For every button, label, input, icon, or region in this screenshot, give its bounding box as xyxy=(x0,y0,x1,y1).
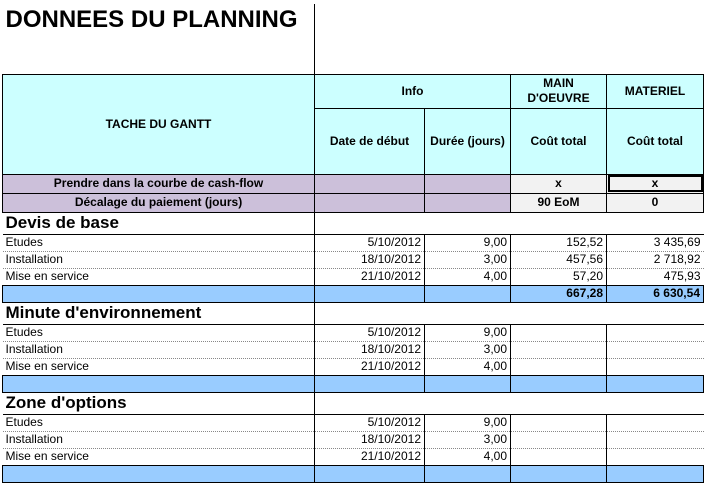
labour-cost-cell[interactable]: 152,52 xyxy=(511,234,607,251)
start-date-cell[interactable]: 5/10/2012 xyxy=(315,414,425,431)
task-name-cell[interactable]: Mise en service xyxy=(3,358,315,375)
payment-delay-start-cell xyxy=(315,193,425,212)
start-date-cell[interactable]: 5/10/2012 xyxy=(315,234,425,251)
start-date-cell[interactable]: 21/10/2012 xyxy=(315,358,425,375)
duration-cell[interactable]: 9,00 xyxy=(425,324,511,341)
material-cost-cell[interactable] xyxy=(607,414,704,431)
material-cost-cell[interactable] xyxy=(607,341,704,358)
section-total-row xyxy=(3,285,704,302)
material-header: MATERIEL xyxy=(607,74,704,108)
total-material-cell[interactable] xyxy=(607,465,704,482)
duration-header: Durée (jours) xyxy=(425,108,511,174)
section-title-filler xyxy=(315,302,704,324)
payment-delay-label: Décalage du paiement (jours) xyxy=(3,193,315,212)
material-total-cost-header: Coût total xyxy=(607,108,704,174)
planning-sheet xyxy=(2,4,704,483)
start-date-cell[interactable]: 5/10/2012 xyxy=(315,324,425,341)
cashflow-material-cell[interactable]: x xyxy=(607,174,704,193)
total-duration-cell xyxy=(425,465,511,482)
material-cost-cell[interactable] xyxy=(607,324,704,341)
task-row[interactable] xyxy=(3,268,704,285)
duration-cell[interactable]: 4,00 xyxy=(425,268,511,285)
duration-cell[interactable]: 3,00 xyxy=(425,251,511,268)
duration-cell[interactable]: 3,00 xyxy=(425,341,511,358)
section-title-filler xyxy=(315,212,704,234)
material-cost-cell[interactable]: 3 435,69 xyxy=(607,234,704,251)
start-date-cell[interactable]: 18/10/2012 xyxy=(315,341,425,358)
task-row[interactable] xyxy=(3,431,704,448)
start-date-header: Date de début xyxy=(315,108,425,174)
title-filler xyxy=(315,4,704,74)
task-row[interactable] xyxy=(3,251,704,268)
duration-cell[interactable]: 4,00 xyxy=(425,448,511,465)
task-row[interactable] xyxy=(3,414,704,431)
task-name-cell[interactable]: Installation xyxy=(3,251,315,268)
total-duration-cell xyxy=(425,285,511,302)
labour-cost-cell[interactable] xyxy=(511,358,607,375)
section-title: Devis de base xyxy=(3,212,315,234)
material-cost-cell[interactable]: 2 718,92 xyxy=(607,251,704,268)
total-labour-cell[interactable] xyxy=(511,465,607,482)
section-title: Zone d'options xyxy=(3,392,315,414)
start-date-cell[interactable]: 18/10/2012 xyxy=(315,431,425,448)
payment-delay-labour-cell[interactable]: 90 EoM xyxy=(511,193,607,212)
labour-cost-cell[interactable]: 457,56 xyxy=(511,251,607,268)
page-title: DONNEES DU PLANNING xyxy=(5,6,298,33)
task-row[interactable] xyxy=(3,358,704,375)
labour-cost-cell[interactable] xyxy=(511,431,607,448)
task-header: TACHE DU GANTT xyxy=(3,74,315,174)
start-date-cell[interactable]: 21/10/2012 xyxy=(315,448,425,465)
total-labour-cell[interactable]: 667,28 xyxy=(511,285,607,302)
labour-cost-cell[interactable]: 57,20 xyxy=(511,268,607,285)
duration-cell[interactable]: 9,00 xyxy=(425,414,511,431)
total-start-cell xyxy=(315,285,425,302)
cashflow-start-cell xyxy=(315,174,425,193)
duration-cell[interactable]: 3,00 xyxy=(425,431,511,448)
labour-header: MAIN D'OEUVRE xyxy=(511,74,607,108)
task-row[interactable] xyxy=(3,324,704,341)
task-name-cell[interactable]: Installation xyxy=(3,341,315,358)
task-name-cell[interactable]: Etudes xyxy=(3,234,315,251)
duration-cell[interactable]: 9,00 xyxy=(425,234,511,251)
total-label-cell xyxy=(3,465,315,482)
payment-delay-material-cell[interactable]: 0 xyxy=(607,193,704,212)
info-header: Info xyxy=(315,74,511,108)
cashflow-labour-cell[interactable]: x xyxy=(511,174,607,193)
labour-cost-cell[interactable] xyxy=(511,324,607,341)
total-duration-cell xyxy=(425,375,511,392)
section-title-filler xyxy=(315,392,704,414)
task-name-cell[interactable]: Installation xyxy=(3,431,315,448)
material-cost-cell[interactable] xyxy=(607,358,704,375)
task-row[interactable] xyxy=(3,448,704,465)
total-labour-cell[interactable] xyxy=(511,375,607,392)
total-label-cell xyxy=(3,285,315,302)
total-material-cell[interactable]: 6 630,54 xyxy=(607,285,704,302)
total-material-cell[interactable] xyxy=(607,375,704,392)
start-date-cell[interactable]: 21/10/2012 xyxy=(315,268,425,285)
labour-total-cost-header: Coût total xyxy=(511,108,607,174)
section-title: Minute d'environnement xyxy=(3,302,315,324)
task-name-cell[interactable]: Mise en service xyxy=(3,268,315,285)
payment-delay-duration-cell xyxy=(425,193,511,212)
section-total-row xyxy=(3,465,704,482)
cashflow-duration-cell xyxy=(425,174,511,193)
section-total-row xyxy=(3,375,704,392)
labour-cost-cell[interactable] xyxy=(511,341,607,358)
material-cost-cell[interactable] xyxy=(607,448,704,465)
task-name-cell[interactable]: Etudes xyxy=(3,324,315,341)
material-cost-cell[interactable] xyxy=(607,431,704,448)
task-name-cell[interactable]: Etudes xyxy=(3,414,315,431)
labour-cost-cell[interactable] xyxy=(511,414,607,431)
total-start-cell xyxy=(315,375,425,392)
task-name-cell[interactable]: Mise en service xyxy=(3,448,315,465)
labour-cost-cell[interactable] xyxy=(511,448,607,465)
material-cost-cell[interactable]: 475,93 xyxy=(607,268,704,285)
total-label-cell xyxy=(3,375,315,392)
task-row[interactable] xyxy=(3,234,704,251)
start-date-cell[interactable]: 18/10/2012 xyxy=(315,251,425,268)
cashflow-label: Prendre dans la courbe de cash-flow xyxy=(3,174,315,193)
task-row[interactable] xyxy=(3,341,704,358)
duration-cell[interactable]: 4,00 xyxy=(425,358,511,375)
total-start-cell xyxy=(315,465,425,482)
